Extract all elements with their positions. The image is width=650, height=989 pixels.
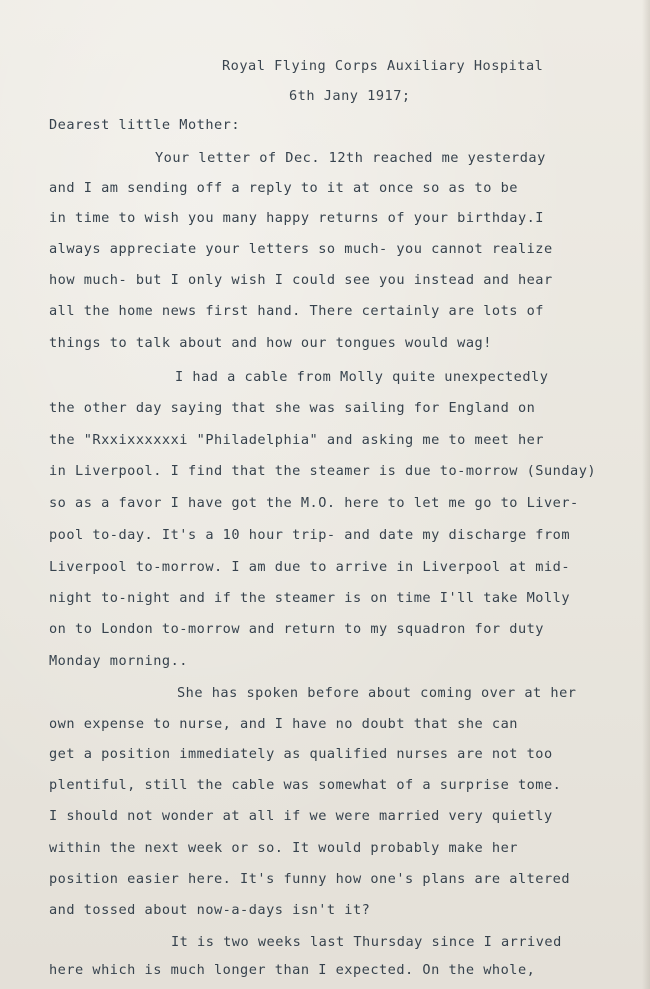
text-line: own expense to nurse, and I have no doubt that she can — [49, 716, 518, 732]
text-line: position easier here. It's funny how one's plans are altered — [49, 871, 571, 887]
text-line: the "Rxxixxxxxxi "Philadelphia" and asking me to meet her — [49, 432, 544, 448]
text-line: Monday morning.. — [49, 653, 188, 669]
text-line: get a position immediately as qualified nurses are not too — [49, 746, 553, 762]
text-line: here which is much longer than I expected. On the whole, — [49, 962, 536, 978]
text-line: Your letter of Dec. 12th reached me yesterday — [155, 150, 546, 166]
text-line: and tossed about now-a-days isn't it? — [49, 902, 371, 918]
text-line: It is two weeks last Thursday since I arrived — [171, 934, 562, 950]
text-line: all the home news first hand. There certainly are lots of — [49, 303, 544, 319]
text-line: always appreciate your letters so much- you cannot realize — [49, 241, 553, 257]
text-line: how much- but I only wish I could see you instead and hear — [49, 272, 553, 288]
text-line: night to-night and if the steamer is on time I'll take Molly — [49, 590, 571, 606]
text-line: I had a cable from Molly quite unexpectedly — [175, 369, 549, 385]
text-line: within the next week or so. It would probably make her — [49, 840, 518, 856]
text-line: pool to-day. It's a 10 hour trip- and date my discharge from — [49, 527, 571, 543]
paper-edge-shadow — [642, 0, 650, 989]
text-line: the other day saying that she was sailing for England on — [49, 400, 536, 416]
text-line: so as a favor I have got the M.O. here to let me go to Liver- — [49, 495, 579, 511]
salutation: Dearest little Mother: — [49, 117, 241, 133]
text-line: She has spoken before about coming over at her — [177, 685, 577, 701]
text-line: plentiful, still the cable was somewhat of a surprise tome. — [49, 777, 562, 793]
text-line: I should not wonder at all if we were married very quietly — [49, 808, 553, 824]
hospital-name: Royal Flying Corps Auxiliary Hospital — [222, 58, 544, 74]
text-line: things to talk about and how our tongues would wag! — [49, 335, 492, 351]
text-line: Liverpool to-morrow. I am due to arrive in Liverpool at mid- — [49, 559, 571, 575]
text-line: in time to wish you many happy returns of your birthday.I — [49, 210, 544, 226]
letter-date: 6th Jany 1917; — [289, 88, 411, 104]
text-line: on to London to-morrow and return to my squadron for duty — [49, 621, 544, 637]
text-line: in Liverpool. I find that the steamer is due to-morrow (Sunday) — [49, 463, 597, 479]
text-line: and I am sending off a reply to it at once so as to be — [49, 180, 518, 196]
